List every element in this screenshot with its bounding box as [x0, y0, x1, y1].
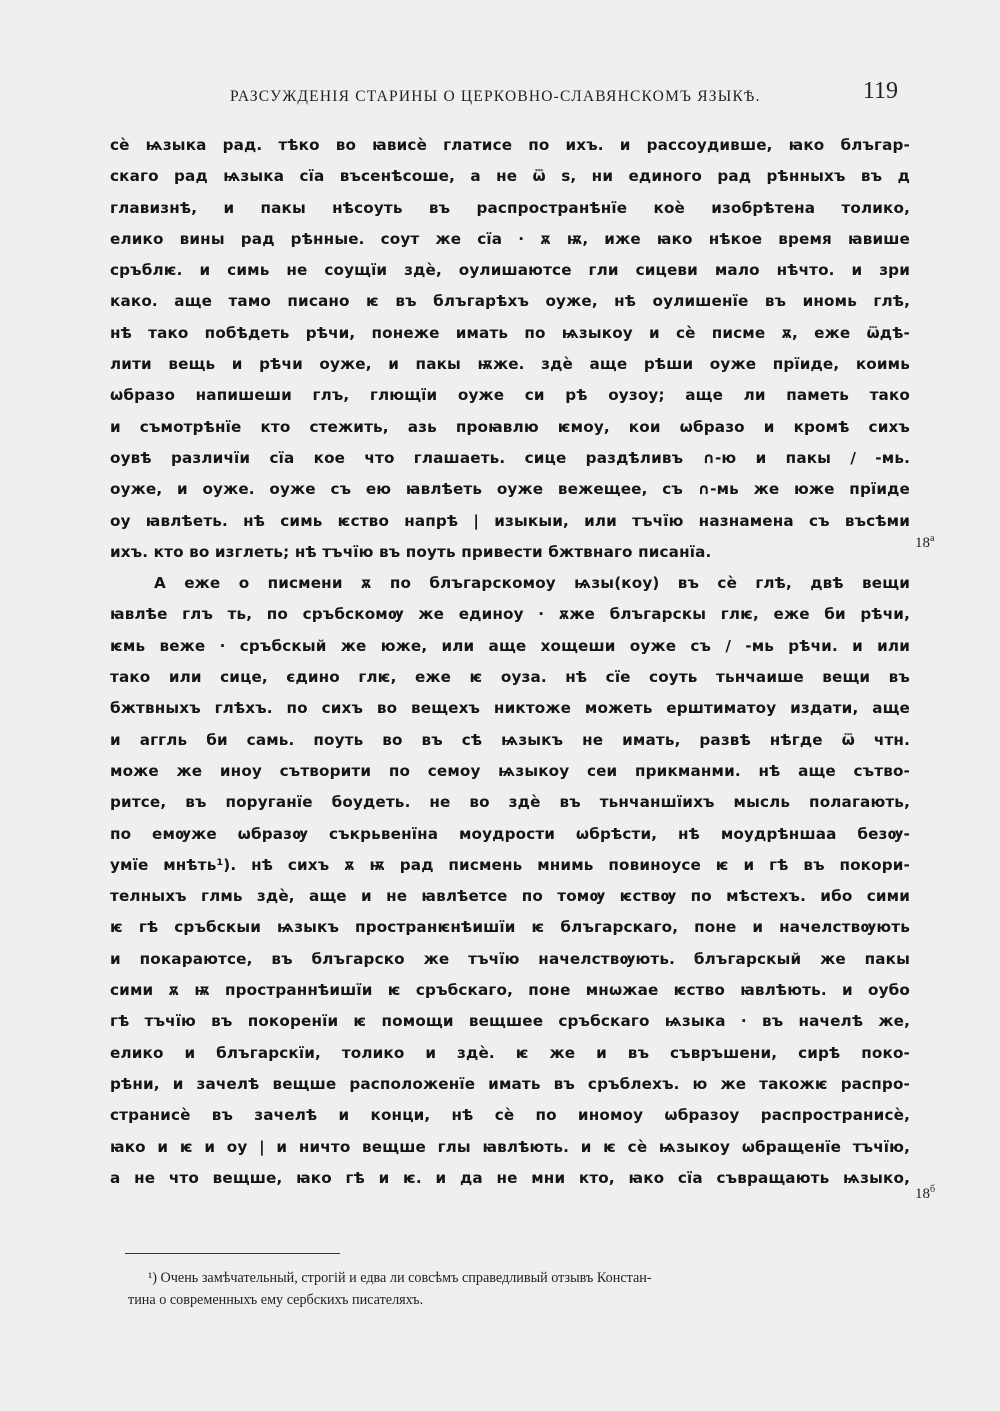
text-line: рѣни, и зачелѣ вещше расположенїе имать въ сръблехъ. ю же такожѥ распро- [110, 1074, 910, 1093]
text-line: и аггль би самь. поуть во въ сѣ ѩзыкъ не имать, развѣ нѣгде ѿ чтн. [110, 730, 910, 749]
text-line: ѥ гѣ сръбскыи ѩзыкъ пространѥнѣишїи ѥ блъгарскаго, поне и начелствѹють [110, 918, 910, 937]
page-number: 119 [862, 78, 898, 104]
footnote-rule [125, 1253, 340, 1254]
text-line: оу ꙗвлѣеть. нѣ симь ѥство напрѣ | изыкыи, или тъчїю назнамена съ въсѣми [110, 511, 910, 530]
text-line: елико вины рад рѣнные. соут же сїа · ѫ ѭ, иже ꙗко нѣкое время ꙗвише [110, 229, 910, 248]
text-line: по емѹже ѡбразѹ съкрьвенїна моудрости ѡбрѣсти, нѣ моудрѣншаа безѹ- [110, 824, 910, 843]
footnote-line: тина о современныхъ ему сербскихъ писателяхъ. [128, 1292, 424, 1308]
text-line: ꙗвлѣе глъ ть, по сръбскомѹ же единоу · ѫже блъгарскы глѥ, еже би рѣчи, [110, 605, 910, 624]
text-line: ѥмь веже · сръбскый же юже, или аще хощеши оуже съ / -мь рѣчи. и или [110, 636, 910, 655]
text-line: може же иноу сътворити по семоу ѩзыкоу сеи прикманми. нѣ аще сътво- [110, 761, 910, 780]
text-line: ꙗко и ѥ и оу | и ничто вещше глы ꙗвлѣють. и ѥ сѐ ѩзыкоу ѡбращенїе тъчїю, [110, 1137, 910, 1156]
paragraph-1 [110, 130, 910, 568]
text-line: сѐ ѩзыка рад. тѣко во ꙗвисѐ глатисе по ихъ. и рассоудивше, ꙗко блъгар- [110, 136, 910, 154]
text-line: бжтвныхъ глѣхъ. по сихъ во вещехъ никтоже можеть ерштиматоу издати, аще [110, 699, 910, 718]
main-text [110, 130, 910, 1194]
paragraph-2 [110, 568, 910, 1194]
footnote [128, 1267, 913, 1311]
text-line: елико и блъгарскїи, толико и здѐ. ѥ же и въ съвръшени, сирѣ поко- [110, 1043, 910, 1062]
text-line: главизнѣ, и пакы нѣсоуть въ распространѣнїе коѐ изобрѣтена толико, [110, 198, 910, 217]
text-line: тако или сице, єдино глѥ, еже ѥ оуза. нѣ сїе соуть тьнчаише вещи въ [110, 668, 910, 687]
text-line: скаго рад ѩзыка сїа въсенѣсоше, а не ѿ ѕ, ни единого рад рѣнныхъ въ д [110, 167, 910, 186]
text-line: а не что вещше, ꙗко гѣ и ѥ. и да не мни кто, ꙗко сїа съвращають ѩзыко, [110, 1168, 910, 1187]
text-line: телныхъ глмь здѐ, аще и не ꙗвлѣетсе по томѹ ѥствѹ по мѣстехъ. ибо сими [110, 887, 910, 906]
text-line: А еже о писмени ѫ по блъгарскомоу ѩзы(коу) въ сѐ глѣ, двѣ вещи [154, 574, 910, 593]
text-line: лити вещь и рѣчи оуже, и пакы ѭже. здѐ аще рѣши оуже прїиде, коимь [110, 355, 910, 374]
text-line: нѣ тако побѣдеть рѣчи, понеже имать по ѩзыкоу и сѐ писме ѫ, еже ѿдѣ- [110, 323, 910, 342]
text-line: оувѣ различїи сїа кое что глашаеть. сице раздѣливъ ∩-ю и пакы / -мь. [110, 448, 910, 467]
page-header [140, 78, 910, 112]
text-line: ритсе, въ поруганїе боудеть. не во здѐ въ тьнчаншїихъ мысль полагають, [110, 793, 910, 812]
text-line: и съмотрѣнїе кто стежить, азь проꙗвлю ѥмоу, кои ѡбразо и кромѣ сихъ [110, 417, 910, 436]
text-line: како. аще тамо писано ѥ въ блъгарѣхъ оуже, нѣ оулишенїе въ иномь глѣ, [110, 292, 910, 311]
footnote-line: ¹) Очень замѣчательный, строгій и едва ли совсѣмъ справедливый отзывъ Констан- [148, 1270, 652, 1286]
running-title: РАЗСУЖДЕНІЯ СТАРИНЫ О ЦЕРКОВНО-СЛАВЯНСКОМЪ ЯЗЫКѢ. [230, 88, 761, 105]
margin-folio-note-b: $18^б$ [915, 1184, 936, 1202]
text-line: и покараютсе, въ блъгарско же тъчїю начелствѹють. блъгарскый же пакы [110, 949, 910, 968]
margin-folio-note-a: $18^а$ [915, 533, 935, 551]
text-line: ѡбразо напишеши глъ, глющїи оуже си рѣ оузоу; аще ли паметь тако [110, 386, 910, 405]
text-line: сими ѫ ѭ пространнѣишїи ѥ сръбскаго, поне мнѡжае ѥство ꙗвлѣють. и оубо [110, 981, 910, 1000]
text-line: ихъ. кто во изглеть; нѣ тъчїю въ поуть привести бжтвнаго писанїа. [110, 542, 712, 561]
text-line: странисѐ въ зачелѣ и конци, нѣ сѐ по иномоу ѡбразоу распространисѐ, [110, 1106, 910, 1125]
text-line: оуже, и оуже. оуже съ ею ꙗвлѣеть оуже вежещее, съ ∩-мь же юже прїиде [110, 480, 910, 499]
text-line: умїе мнѣть¹). нѣ сихъ ѫ ѭ рад писмень мнимь повиноусе ѥ и гѣ въ покори- [110, 855, 910, 874]
text-line: сръблѥ. и симь не соущїи здѐ, оулишаютсе гли сицеви мало нѣчто. и зри [110, 261, 910, 280]
text-line: гѣ тъчїю въ покоренїи ѥ помощи вещшее сръбскаго ѩзыка · въ начелѣ же, [110, 1012, 910, 1031]
